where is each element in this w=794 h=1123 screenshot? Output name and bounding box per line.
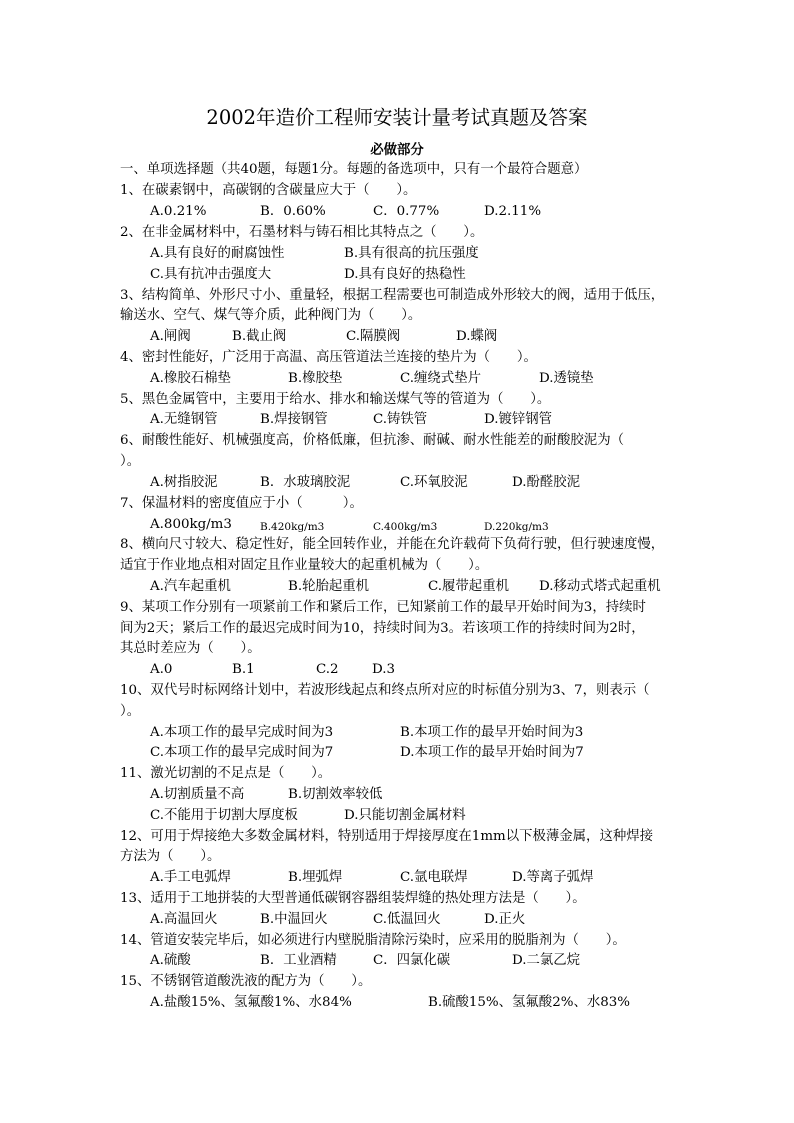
question-4-option-c: C.缠绕式垫片 bbox=[400, 371, 481, 386]
question-8-option-d: D.移动式塔式起重机 bbox=[539, 579, 661, 594]
question-1-option-d: D.2.11% bbox=[484, 204, 542, 219]
question-9-option-c: C.2 bbox=[316, 662, 339, 677]
question-11-option-b: B.切割效率较低 bbox=[288, 787, 383, 802]
question-3-option-b: B.截止阀 bbox=[232, 329, 287, 344]
question-6-stem-line2: ）。 bbox=[120, 454, 141, 469]
question-12-option-d: D.等离子弧焊 bbox=[512, 870, 594, 885]
question-2-option-b: B.具有很高的抗压强度 bbox=[344, 246, 479, 261]
question-4-option-b: B.橡胶垫 bbox=[288, 371, 343, 386]
question-3-option-d: D.蝶阀 bbox=[456, 329, 498, 344]
question-10-option-b: B.本项工作的最早开始时间为3 bbox=[400, 725, 584, 740]
question-3-stem-line1: 3、结构简单、外形尺寸小、重量轻，根据工程需要也可制造成外形较大的阀，适用于低压， bbox=[120, 288, 665, 303]
question-9-option-b: B.1 bbox=[232, 662, 255, 677]
page-title: 2002年造价工程师安装计量考试真题及答案 bbox=[206, 106, 588, 129]
question-14-option-b: B．工业酒精 bbox=[260, 953, 337, 968]
question-10-stem-line1: 10、双代号时标网络计划中，若波形线起点和终点所对应的时标值分别为3、7，则表示（ bbox=[120, 683, 650, 698]
question-4-stem: 4、密封性能好，广泛用于高温、高压管道法兰连接的垫片为（ ）。 bbox=[120, 350, 537, 365]
question-5-option-c: C.铸铁管 bbox=[373, 412, 428, 427]
question-1-option-a: A.0.21% bbox=[150, 204, 207, 219]
question-14-stem: 14、管道安装完毕后，如必须进行内壁脱脂清除污染时，应采用的脱脂剂为（ ）。 bbox=[120, 933, 626, 948]
question-9-option-a: A.0 bbox=[150, 662, 173, 677]
question-1-option-b: B．0.60% bbox=[260, 204, 326, 219]
question-5-stem: 5、黑色金属管中，主要用于给水、排水和输送煤气等的管道为（ ）。 bbox=[120, 392, 551, 407]
question-6-option-b: B．水玻璃胶泥 bbox=[260, 475, 351, 490]
question-6-option-c: C.环氧胶泥 bbox=[400, 475, 468, 490]
question-10-option-d: D.本项工作的最早开始时间为7 bbox=[400, 745, 584, 760]
question-8-option-c: C.履带起重机 bbox=[428, 579, 509, 594]
question-6-option-d: D.酚醛胶泥 bbox=[512, 475, 581, 490]
question-12-stem-line1: 12、可用于焊接绝大多数金属材料，特别适用于焊接厚度在1mm以下极薄金属，这种焊接 bbox=[120, 829, 654, 844]
question-5-option-d: D.镀锌钢管 bbox=[484, 412, 553, 427]
question-13-option-d: D.正火 bbox=[484, 912, 526, 927]
question-8-stem-line1: 8、横向尺寸较大、稳定性好，能全回转作业，并能在允许载荷下负荷行驶，但行驶速度慢， bbox=[120, 537, 665, 552]
question-11-option-d: D.只能切割金属材料 bbox=[344, 808, 466, 823]
question-3-stem-line2: 输送水、空气、煤气等介质，此种阀门为（ ）。 bbox=[120, 308, 422, 323]
question-12-option-c: C.氩电联焊 bbox=[400, 870, 468, 885]
question-11-option-c: C.不能用于切割大厚度板 bbox=[150, 808, 298, 823]
question-3-option-a: A.闸阀 bbox=[150, 329, 191, 344]
question-1-stem: 1、在碳素钢中，高碳钢的含碳量应大于（ ）。 bbox=[120, 183, 417, 198]
question-5-option-b: B.焊接钢管 bbox=[260, 412, 328, 427]
page-subtitle: 必做部分 bbox=[370, 142, 424, 158]
question-7-option-d: D.220kg/m3 bbox=[484, 521, 549, 533]
question-12-option-b: B.埋弧焊 bbox=[288, 870, 343, 885]
question-2-option-c: C.具有抗冲击强度大 bbox=[150, 267, 272, 282]
question-7-option-c: C.400kg/m3 bbox=[373, 521, 438, 533]
question-6-stem-line1: 6、耐酸性能好、机械强度高，价格低廉，但抗渗、耐碱、耐水性能差的耐酸胶泥为（ bbox=[120, 433, 624, 448]
question-13-option-b: B.中温回火 bbox=[260, 912, 328, 927]
question-8-option-b: B.轮胎起重机 bbox=[288, 579, 370, 594]
question-2-option-a: A.具有良好的耐腐蚀性 bbox=[150, 246, 285, 261]
question-13-option-a: A.高温回火 bbox=[150, 912, 218, 927]
question-9-stem-line1: 9、某项工作分别有一项紧前工作和紧后工作，已知紧前工作的最早开始时间为3，持续时 bbox=[120, 600, 646, 615]
question-11-option-a: A.切割质量不高 bbox=[150, 787, 245, 802]
question-8-stem-line2: 适宜于作业地点相对固定且作业量较大的起重机械为（ ）。 bbox=[120, 558, 489, 573]
question-9-option-d: D.3 bbox=[372, 662, 396, 677]
question-2-stem: 2、在非金属材料中，石墨材料与铸石相比其特点之（ ）。 bbox=[120, 225, 484, 240]
question-7-stem: 7、保温材料的密度值应于小（ ）。 bbox=[120, 496, 363, 511]
question-10-stem-line2: ）。 bbox=[120, 704, 141, 719]
question-9-stem-line3: 其总时差应为（ ）。 bbox=[120, 641, 261, 656]
question-12-stem-line2: 方法为（ ）。 bbox=[120, 849, 221, 864]
question-14-option-a: A.硫酸 bbox=[150, 953, 191, 968]
question-6-option-a: A.树指胶泥 bbox=[150, 475, 218, 490]
question-4-option-a: A.橡胶石棉垫 bbox=[150, 371, 231, 386]
question-5-option-a: A.无缝钢管 bbox=[150, 412, 218, 427]
question-13-option-c: C.低温回火 bbox=[373, 912, 441, 927]
question-2-option-d: D.具有良好的热稳性 bbox=[344, 267, 466, 282]
question-3-option-c: C.隔膜阀 bbox=[346, 329, 401, 344]
question-10-option-a: A.本项工作的最早完成时间为3 bbox=[150, 725, 334, 740]
question-7-option-b: B.420kg/m3 bbox=[260, 521, 325, 533]
question-9-stem-line2: 间为2天；紧后工作的最迟完成时间为10，持续时间为3。若该项工作的持续时间为2时， bbox=[120, 621, 645, 636]
question-8-option-a: A.汽车起重机 bbox=[150, 579, 231, 594]
question-4-option-d: D.透镜垫 bbox=[539, 371, 594, 386]
question-15-stem: 15、不锈钢管道酸洗液的配方为（ ）。 bbox=[120, 974, 372, 989]
question-12-option-a: A.手工电弧焊 bbox=[150, 870, 231, 885]
question-1-option-c: C．0.77% bbox=[373, 204, 440, 219]
question-13-stem: 13、适用于工地拼装的大型普通低碳钢容器组装焊缝的热处理方法是（ ）。 bbox=[120, 891, 586, 906]
question-14-option-d: D.二氯乙烷 bbox=[512, 953, 581, 968]
section-heading: 一、单项选择题（共40题，每题1分。每题的备选项中，只有一个最符合题意） bbox=[120, 162, 588, 177]
question-11-stem: 11、激光切割的不足点是（ ）。 bbox=[120, 766, 332, 781]
question-10-option-c: C.本项工作的最早完成时间为7 bbox=[150, 745, 334, 760]
question-15-option-a: A.盐酸15%、氢氟酸1%、水84% bbox=[150, 995, 352, 1010]
question-7-option-a: A.800kg/m3 bbox=[150, 517, 232, 532]
question-14-option-c: C．四氯化碳 bbox=[373, 953, 451, 968]
question-15-option-b: B.硫酸15%、氢氟酸2%、水83% bbox=[428, 995, 630, 1010]
